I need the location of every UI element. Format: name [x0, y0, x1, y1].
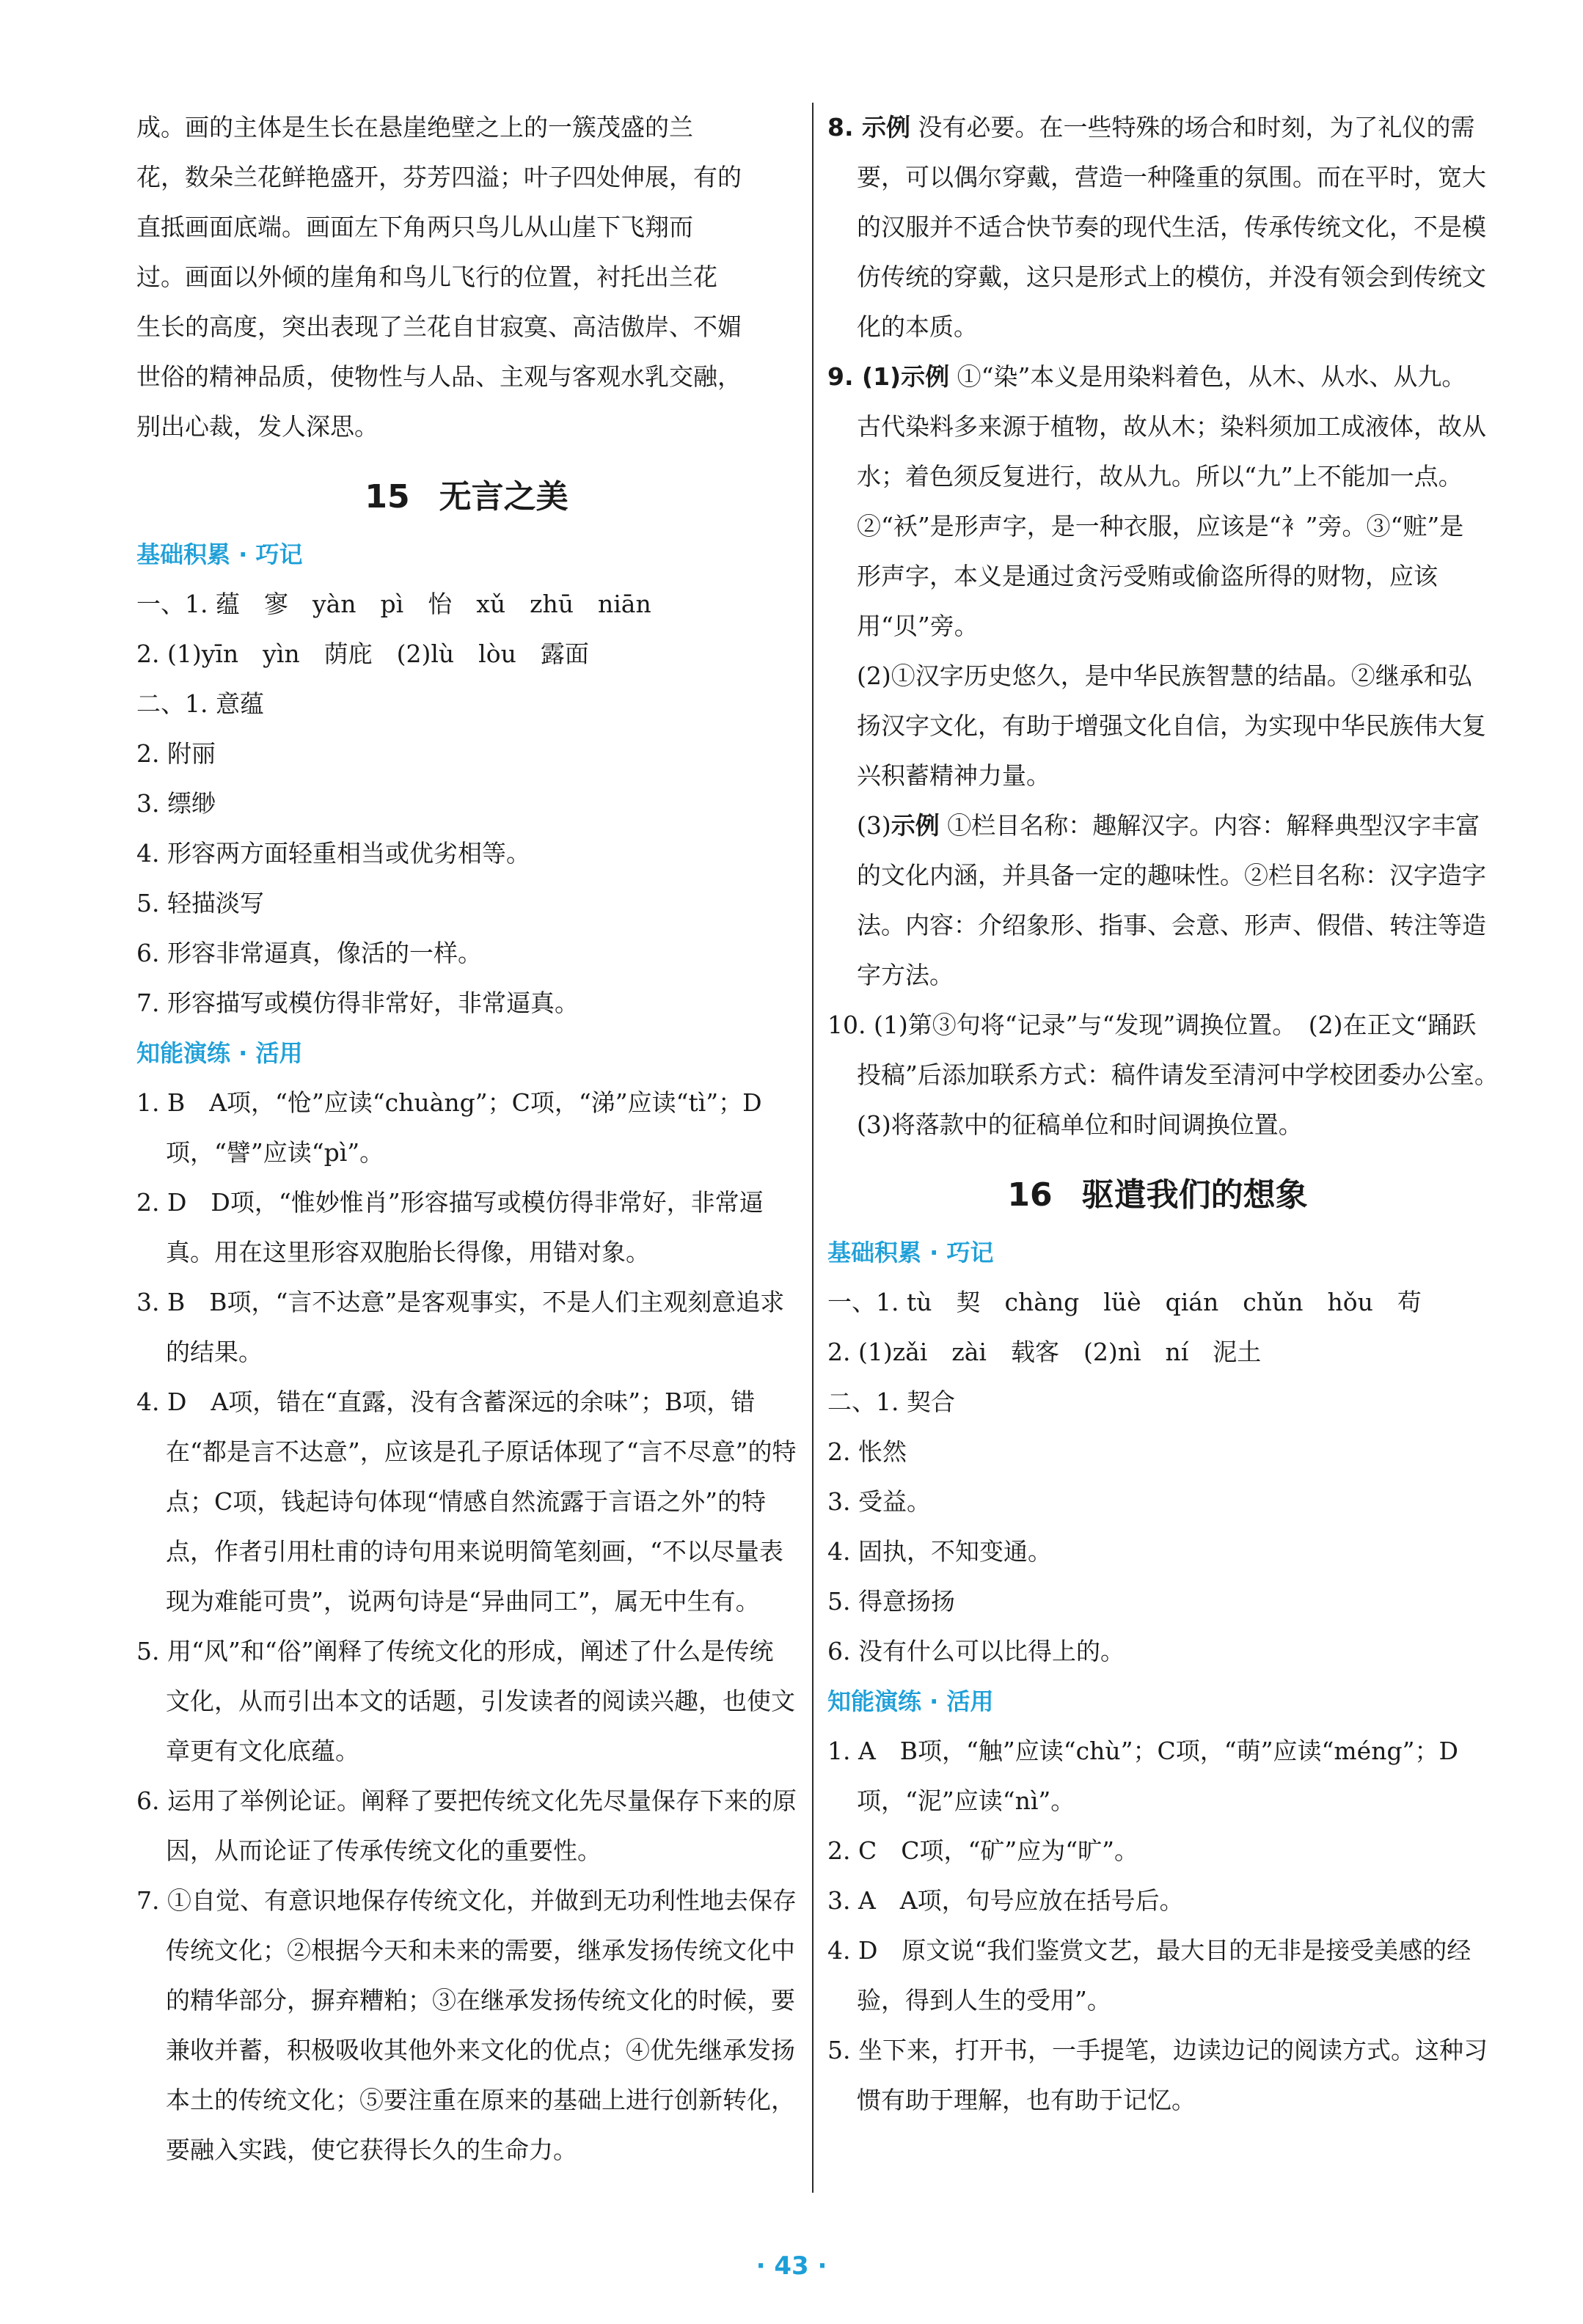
lesson-number: 16 [1007, 1176, 1053, 1214]
intro-line: 过。画面以外倾的崖角和鸟儿飞行的位置，衬托出兰花 [136, 263, 717, 291]
lesson-name: 驱遣我们的想象 [1081, 1176, 1308, 1214]
answer-item: 5. 坐下来，打开书，一手提笔，边读边记的阅读方式。这种习惯有助于理解，也有助于记忆。 [827, 2036, 1488, 2114]
intro-line: 直抵画面底端。画面左下角两只鸟儿从山崖下飞翔而 [136, 213, 693, 241]
answer-line: 2. 怅然 [827, 1437, 907, 1466]
answer-line: 6. 没有什么可以比得上的。 [827, 1637, 1125, 1665]
answer-item: 1. B A项，“怆”应读“chuàng”；C项，“涕”应读“tì”；D项，“譬”应读“pì”。 [136, 1088, 762, 1167]
intro-line: 别出心裁，发人深思。 [136, 412, 379, 441]
page-number: · 43 · [756, 2251, 827, 2281]
item-number: 8. [827, 113, 862, 142]
answer-item: 3. A A项，句号应放在括号后。 [827, 1886, 1184, 1915]
answer-item-9-2: (2)①汉字历史悠久，是中华民族智慧的结晶。②继承和弘扬汉字文化，有助于增强文化自信，为实现中华民族伟大复兴积蓄精神力量。 [857, 661, 1486, 790]
answer-line: 7. 形容描写或模仿得非常好，非常逼真。 [136, 989, 579, 1017]
answer-line: 5. 得意扬扬 [827, 1587, 955, 1616]
answer-item: 6. 运用了举例论证。阐释了要把传统文化先尽量保存下来的原因，从而论证了传承传统文化的重要性。 [136, 1786, 797, 1865]
answer-text: 没有必要。在一些特殊的场合和时刻，为了礼仪的需要，可以偶尔穿戴，营造一种隆重的氛围。而在平时，宽大的汉服并不适合快节奏的现代生活，传承传统文化，不是模仿传统的穿戴，这只是形式上的模仿，并没有领会到传统文化的本质。 [857, 113, 1486, 341]
answer-item: 2. D D项，“惟妙惟肖”形容描写或模仿得非常好，非常逼真。用在这里形容双胞胎长得像，用错对象。 [136, 1188, 764, 1267]
answer-item-9-3 [827, 801, 1488, 1000]
answer-item: 4. D 原文说“我们鉴赏文艺，最大目的无非是接受美感的经验，得到人生的受用”。 [827, 1936, 1472, 2015]
answer-line: 2. (1)zǎi zài 载客 (2)nì ní 泥土 [827, 1338, 1262, 1366]
example-label: 示例 [891, 811, 940, 840]
intro-line: 成。画的主体是生长在悬崖绝壁之上的一簇茂盛的兰 [136, 113, 693, 142]
answer-line: 3. 缥缈 [136, 789, 216, 818]
answer-line: 二、1. 意蕴 [136, 689, 264, 718]
answer-item: 7. ①自觉、有意识地保存传统文化，并做到无功利性地去保存传统文化；②根据今天和未来的需要，继承发扬传统文化中的精华部分，摒弃糟粕；③在继承发扬传统文化的时候，要兼收并蓄，积极吸收其他外来文化的优点；④优先继承发扬本土的传统文化；⑤要注重在原来的基础上进行创新转化，要融入实践，使它获得长久的生命力。 [136, 1886, 797, 2164]
answer-line: 3. 受益。 [827, 1487, 931, 1516]
example-label: 示例 [862, 113, 910, 142]
section-heading-basic: 基础积累 · 巧记 [827, 1239, 994, 1267]
answer-line: 2. 附丽 [136, 739, 216, 768]
answer-line: 4. 形容两方面轻重相当或优劣相等。 [136, 839, 530, 868]
answer-item: 4. D A项，错在“直露，没有含蓄深远的余味”；B项，错在“都是言不达意”，应该是孔子原话体现了“言不尽意”的特点；C项，钱起诗句体现“情感自然流露于言语之外”的特点，作者引用杜甫的诗句用来说明简笔刻画，“不以尽量表现为难能可贵”，说两句诗是“异曲同工”，属无中生有。 [136, 1388, 797, 1616]
column-divider [812, 103, 814, 2193]
intro-line: 花，数朵兰花鲜艳盛开，芬芳四溢；叶子四处伸展，有的 [136, 163, 742, 191]
section-heading-practice: 知能演练 · 活用 [827, 1687, 994, 1715]
left-column [136, 103, 797, 2175]
lesson-name: 无言之美 [439, 478, 569, 516]
intro-line: 世俗的精神品质，使物性与人品、主观与客观水乳交融， [136, 362, 742, 391]
answer-text: ①栏目名称：趣解汉字。内容：解释典型汉字丰富的文化内涵，并具备一定的趣味性。②栏目名称：汉字造字法。内容：介绍象形、指事、会意、形声、假借、转注等造字方法。 [857, 811, 1486, 989]
intro-line: 生长的高度，突出表现了兰花自甘寂寞、高洁傲岸、不媚 [136, 312, 742, 341]
answer-line: 2. (1)yīn yìn 荫庇 (2)lù lòu 露面 [136, 639, 589, 668]
answer-line: 4. 固执，不知变通。 [827, 1537, 1052, 1566]
lesson-title-15 [136, 465, 797, 529]
answer-item: 1. A B项，“触”应读“chù”；C项，“萌”应读“méng”；D项，“泥”应读“nì”。 [827, 1737, 1458, 1815]
sub-number: (3) [857, 811, 891, 840]
answer-item: 2. C C项，“矿”应为“旷”。 [827, 1836, 1138, 1865]
item-number: 9. (1) [827, 362, 902, 391]
example-label: 示例 [901, 362, 950, 391]
answer-line: 5. 轻描淡写 [136, 889, 264, 917]
section-heading-basic: 基础积累 · 巧记 [136, 540, 303, 568]
answer-item-9-1 [827, 352, 1488, 651]
answer-line: 6. 形容非常逼真，像活的一样。 [136, 939, 482, 967]
answer-text: ①“染”本义是用染料着色，从木、从水、从九。古代染料多来源于植物，故从木；染料须加工成液体，故从水；着色须反复进行，故从九。所以“九”上不能加一点。②“袄”是形声字，是一种衣服，应该是“衤”旁。③“赃”是形声字，本义是通过贪污受贿或偷盗所得的财物，应该用“贝”旁。 [857, 362, 1486, 640]
right-column [827, 103, 1511, 2125]
answer-item-10: 10. (1)第③句将“记录”与“发现”调换位置。 (2)在正文“踊跃投稿”后添加联系方式：稿件请发至清河中学校团委办公室。 (3)将落款中的征稿单位和时间调换位置。 [827, 1011, 1511, 1139]
lesson-number: 15 [365, 478, 410, 516]
lesson-title-16 [827, 1163, 1488, 1228]
answer-item: 5. 用“风”和“俗”阐释了传统文化的形成，阐述了什么是传统文化，从而引出本文的话题，引发读者的阅读兴趣，也使文章更有文化底蕴。 [136, 1637, 795, 1765]
section-heading-practice: 知能演练 · 活用 [136, 1039, 303, 1067]
answer-item: 3. B B项，“言不达意”是客观事实，不是人们主观刻意追求的结果。 [136, 1288, 785, 1366]
answer-line: 一、1. 蕴 寥 yàn pì 怡 xǔ zhū niān [136, 590, 651, 618]
answer-line: 一、1. tù 契 chàng lüè qián chǔn hǒu 苟 [827, 1288, 1422, 1316]
answer-item-8 [827, 103, 1488, 352]
answer-line: 二、1. 契合 [827, 1388, 955, 1416]
